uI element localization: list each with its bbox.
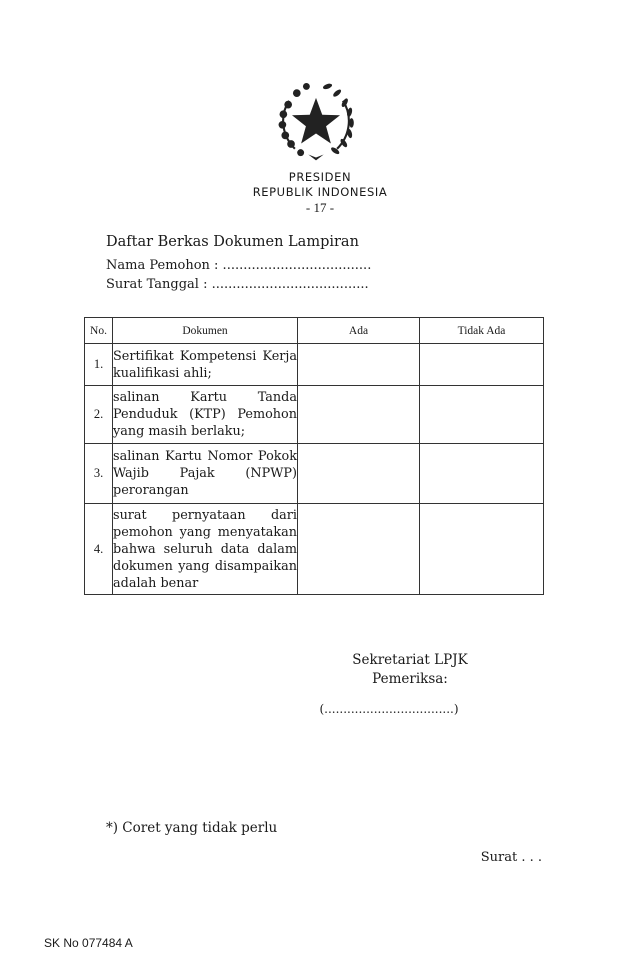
- page-number: - 17 -: [305, 200, 335, 215]
- header-dokumen: Dokumen: [113, 318, 298, 344]
- row-document: Sertifikat Kompetensi Kerja kualifikasi ahli;: [113, 344, 298, 386]
- row-ada-cell: [298, 444, 420, 504]
- secretariat-label: Sekretariat LPJK: [352, 652, 468, 668]
- table-header-row: [85, 318, 544, 344]
- examiner-label: Pemeriksa:: [372, 671, 448, 687]
- footnote: *) Coret yang tidak perlu: [106, 820, 278, 836]
- row-ada-cell: [298, 386, 420, 444]
- row-tidak-ada-cell: [420, 344, 544, 386]
- row-ada-cell: [298, 504, 420, 595]
- row-tidak-ada-cell: [420, 504, 544, 595]
- row-tidak-ada-cell: [420, 386, 544, 444]
- table-row: [85, 504, 544, 595]
- table-row: [85, 444, 544, 504]
- header-no: No.: [85, 318, 113, 344]
- row-ada-cell: [298, 344, 420, 386]
- header-republic: REPUBLIK INDONESIA: [252, 185, 388, 199]
- row-tidak-ada-cell: [420, 444, 544, 504]
- continuation-marker: Surat . . .: [480, 850, 542, 865]
- row-number: 1.: [85, 344, 113, 386]
- table-row: [85, 386, 544, 444]
- header-president: PRESIDEN: [288, 170, 352, 184]
- table-row: [85, 344, 544, 386]
- serial-number: SK No 077484 A: [44, 936, 133, 950]
- row-document: salinan Kartu Nomor Pokok Wajib Pajak (NPWP) perorangan: [113, 444, 298, 504]
- row-document: salinan Kartu Tanda Penduduk (KTP) Pemohon yang masih berlaku;: [113, 386, 298, 444]
- letter-date-line: Surat Tanggal : ......................................: [106, 277, 369, 292]
- form-title: Daftar Berkas Dokumen Lampiran: [106, 234, 359, 250]
- document-checklist-table: [84, 317, 544, 595]
- row-number: 2.: [85, 386, 113, 444]
- row-number: 4.: [85, 504, 113, 595]
- signature-blank: (..................................): [319, 702, 459, 716]
- applicant-name-line: Nama Pemohon : ....................................: [106, 258, 372, 273]
- row-document: surat pernyataan dari pemohon yang menyatakan bahwa seluruh data dalam dokumen yang disampaikan adalah benar: [113, 504, 298, 595]
- header-tidak-ada: Tidak Ada: [420, 318, 544, 344]
- row-number: 3.: [85, 444, 113, 504]
- header-ada: Ada: [298, 318, 420, 344]
- garuda-star-emblem-icon: [268, 72, 364, 168]
